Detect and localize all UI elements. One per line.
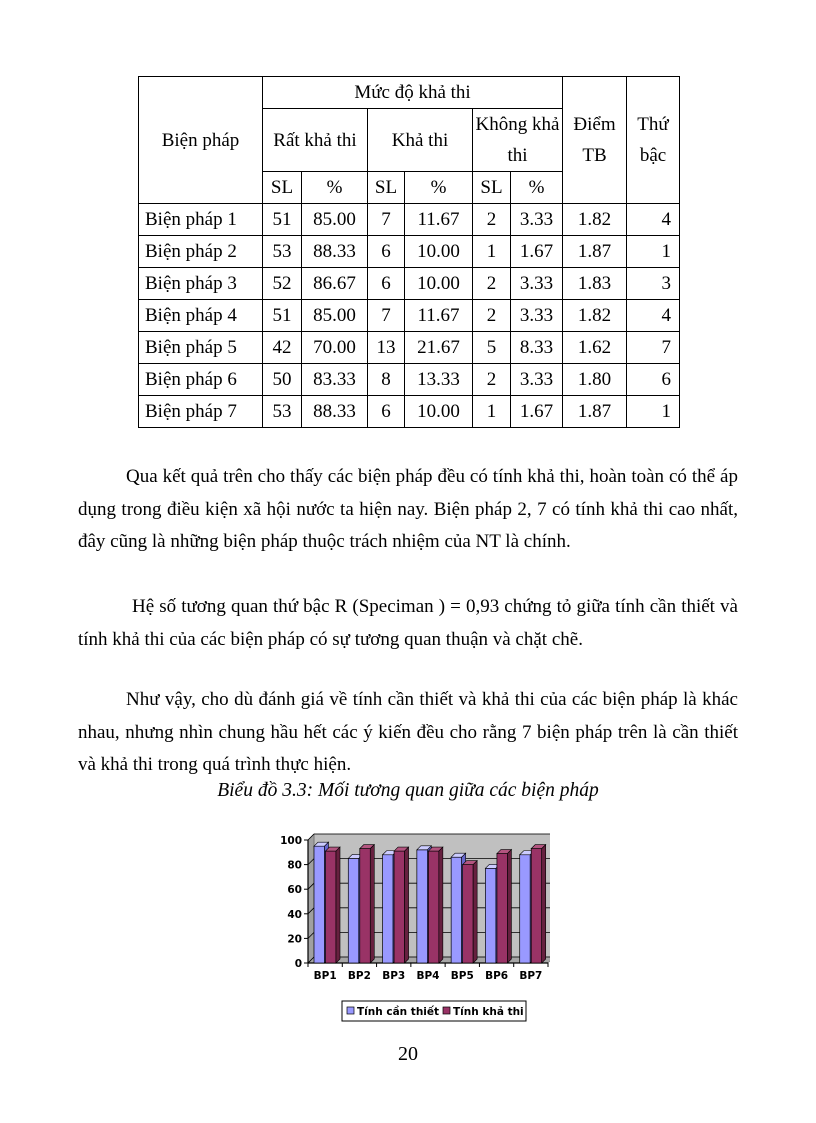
cell-average: 1.62: [563, 332, 627, 364]
cell-count: 6: [368, 396, 405, 428]
header-average: Điểm TB: [563, 77, 627, 204]
cell-count: 2: [473, 204, 511, 236]
cell-percent: 86.67: [302, 268, 368, 300]
cell-percent: 3.33: [511, 268, 563, 300]
chart-side-wall: [308, 834, 314, 963]
cell-percent: 85.00: [302, 204, 368, 236]
paragraph-correlation: Hệ số tương quan thứ bậc R (Speciman ) = 0,93 chứng tỏ giữa tính cần thiết và tính khả thi của các biện pháp có sự tương quan thuận và chặt chẽ.: [78, 596, 738, 650]
subheader-count: SL: [368, 172, 405, 204]
x-tick-label: BP6: [485, 970, 509, 982]
cell-percent: 70.00: [302, 332, 368, 364]
y-tick-label: 0: [294, 958, 302, 970]
x-tick-label: BP7: [519, 970, 543, 982]
legend-label: Tính khả thi: [453, 1006, 524, 1018]
cell-count: 51: [263, 204, 302, 236]
cell-count: 2: [473, 300, 511, 332]
cell-count: 13: [368, 332, 405, 364]
header-rank: Thứ bậc: [627, 77, 680, 204]
chart-caption: Biểu đồ 3.3: Mối tương quan giữa các biện pháp: [217, 780, 599, 801]
cell-method: Biện pháp 7: [139, 396, 263, 428]
cell-percent: 3.33: [511, 204, 563, 236]
subheader-percent: %: [405, 172, 473, 204]
header-method: Biện pháp: [139, 77, 263, 204]
cell-count: 8: [368, 364, 405, 396]
cell-method: Biện pháp 3: [139, 268, 263, 300]
bar: [314, 846, 325, 963]
cell-percent: 1.67: [511, 236, 563, 268]
bar-chart: [270, 828, 550, 1028]
table-row: [139, 300, 680, 332]
y-tick-label: 20: [287, 933, 302, 946]
table-row: [139, 396, 680, 428]
y-tick-label: 80: [287, 859, 302, 872]
cell-count: 51: [263, 300, 302, 332]
bar: [451, 857, 462, 963]
legend-label: Tính cần thiết: [357, 1006, 440, 1018]
table-row: [139, 332, 680, 364]
bar: [428, 851, 439, 963]
cell-average: 1.82: [563, 300, 627, 332]
bar-side: [336, 847, 340, 963]
bar: [326, 851, 337, 963]
cell-count: 53: [263, 396, 302, 428]
cell-rank: 1: [627, 396, 680, 428]
cell-count: 7: [368, 204, 405, 236]
cell-percent: 10.00: [405, 396, 473, 428]
bar: [497, 854, 508, 963]
bar: [463, 865, 474, 963]
cell-count: 2: [473, 268, 511, 300]
bar: [348, 858, 359, 963]
header-feasibility: Mức độ khả thi: [263, 77, 563, 109]
cell-percent: 11.67: [405, 204, 473, 236]
cell-percent: 88.33: [302, 236, 368, 268]
bar-side: [405, 847, 409, 963]
cell-rank: 6: [627, 364, 680, 396]
cell-method: Biện pháp 1: [139, 204, 263, 236]
cell-percent: 10.00: [405, 236, 473, 268]
bar: [383, 855, 394, 963]
cell-percent: 11.67: [405, 300, 473, 332]
table-row: [139, 236, 680, 268]
bar: [520, 855, 531, 963]
subheader-percent: %: [511, 172, 563, 204]
cell-rank: 7: [627, 332, 680, 364]
cell-count: 1: [473, 396, 511, 428]
cell-average: 1.87: [563, 236, 627, 268]
table-row: [139, 268, 680, 300]
cell-method: Biện pháp 5: [139, 332, 263, 364]
cell-method: Biện pháp 2: [139, 236, 263, 268]
cell-average: 1.83: [563, 268, 627, 300]
bar-side: [439, 847, 443, 963]
header-feasible: Khả thi: [368, 109, 473, 172]
cell-method: Biện pháp 6: [139, 364, 263, 396]
cell-count: 52: [263, 268, 302, 300]
x-tick-label: BP1: [313, 970, 337, 982]
cell-count: 7: [368, 300, 405, 332]
cell-rank: 4: [627, 300, 680, 332]
x-tick-label: BP5: [450, 970, 474, 982]
table-row: [139, 364, 680, 396]
x-tick-label: BP4: [416, 970, 440, 982]
cell-count: 2: [473, 364, 511, 396]
bar-side: [370, 845, 374, 963]
x-tick-label: BP3: [382, 970, 406, 982]
cell-average: 1.87: [563, 396, 627, 428]
legend-swatch: [347, 1007, 354, 1014]
cell-method: Biện pháp 4: [139, 300, 263, 332]
cell-count: 1: [473, 236, 511, 268]
subheader-count: SL: [263, 172, 302, 204]
cell-percent: 1.67: [511, 396, 563, 428]
bar-side: [542, 845, 546, 963]
paragraph-results: Qua kết quả trên cho thấy các biện pháp đều có tính khả thi, hoàn toàn có thể áp dụng trong điều kiện xã hội nước ta hiện nay. Biện pháp 2, 7 có tính khả thi cao nhất, đây cũng là những biện pháp thuộc trách nhiệm của NT là chính.: [78, 466, 738, 552]
y-tick-label: 60: [287, 884, 302, 897]
cell-percent: 3.33: [511, 300, 563, 332]
cell-count: 6: [368, 236, 405, 268]
cell-average: 1.82: [563, 204, 627, 236]
header-very-feasible: Rất khả thi: [263, 109, 368, 172]
cell-percent: 10.00: [405, 268, 473, 300]
x-tick-label: BP2: [347, 970, 371, 982]
bar: [394, 851, 405, 963]
bar-side: [473, 861, 477, 963]
cell-percent: 83.33: [302, 364, 368, 396]
subheader-count: SL: [473, 172, 511, 204]
cell-rank: 1: [627, 236, 680, 268]
cell-percent: 13.33: [405, 364, 473, 396]
cell-percent: 21.67: [405, 332, 473, 364]
bar: [417, 850, 428, 963]
bar-side: [507, 850, 511, 963]
cell-percent: 3.33: [511, 364, 563, 396]
subheader-percent: %: [302, 172, 368, 204]
cell-rank: 4: [627, 204, 680, 236]
header-not-feasible: Không khả thi: [473, 109, 563, 172]
cell-count: 50: [263, 364, 302, 396]
table-row: [139, 204, 680, 236]
legend-swatch: [443, 1007, 450, 1014]
cell-count: 53: [263, 236, 302, 268]
bar: [360, 849, 371, 963]
cell-count: 42: [263, 332, 302, 364]
cell-count: 5: [473, 332, 511, 364]
cell-average: 1.80: [563, 364, 627, 396]
paragraph-conclusion: Như vậy, cho dù đánh giá về tính cần thiết và khả thi của các biện pháp là khác nhau, nhưng nhìn chung hầu hết các ý kiến đều cho rằng 7 biện pháp trên là cần thiết và khả thi trong quá trình thực hiện.: [78, 689, 738, 775]
page-number: 20: [398, 1043, 418, 1065]
y-tick-label: 40: [287, 908, 302, 921]
feasibility-table: [138, 76, 680, 428]
cell-percent: 85.00: [302, 300, 368, 332]
bar: [531, 849, 542, 963]
cell-count: 6: [368, 268, 405, 300]
cell-rank: 3: [627, 268, 680, 300]
cell-percent: 8.33: [511, 332, 563, 364]
cell-percent: 88.33: [302, 396, 368, 428]
bar: [485, 868, 496, 963]
y-tick-label: 100: [280, 835, 302, 847]
